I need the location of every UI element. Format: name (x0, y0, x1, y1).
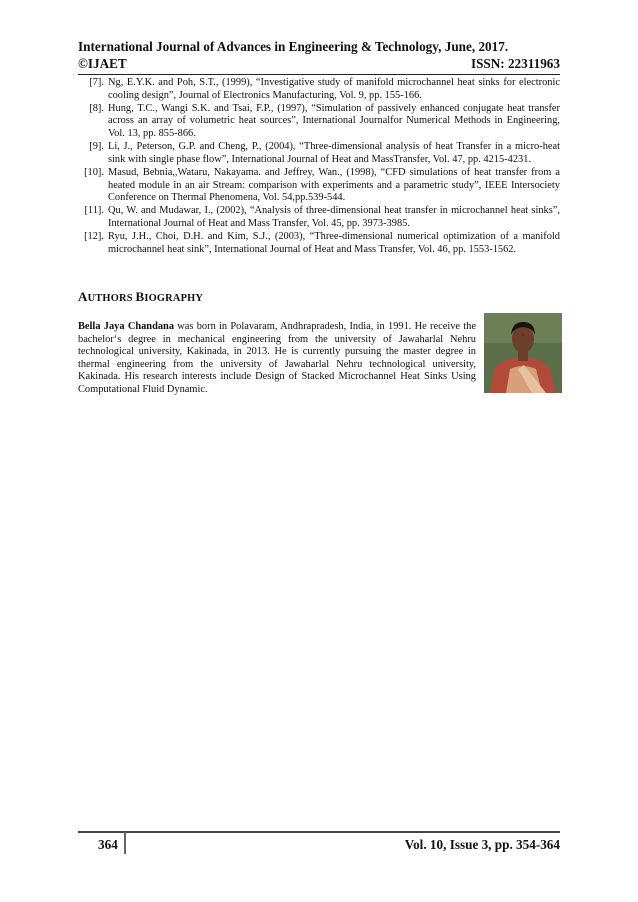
reference-text: Hung, T.C., Wangi S.K. and Tsai, F.P., (1997), “Simulation of passively enhanced conjugate heat transfer across an array of volumetric heat sources”, International Journalfor Numerical Methods in Engineering, Vol. 13, pp. 855-866. (108, 102, 560, 139)
section-heading (78, 289, 203, 305)
heading-cap: B (135, 289, 145, 304)
reference-item (78, 231, 560, 256)
reference-text: Li, J., Peterson, G.P. and Cheng, P., (2004), “Three-dimensional analysis of heat Transfer in a micro-heat sink with single phase flow”, International Journal of Heat and MassTransfer, Vol. 47, pp. 4215-4231. (108, 141, 560, 165)
reference-number: [11]. (84, 205, 104, 217)
reference-item (78, 167, 560, 205)
heading-smallcaps: IOGRAPHY (144, 293, 204, 304)
reference-item (78, 77, 560, 102)
reference-number: [10]. (84, 166, 104, 178)
reference-number: [12]. (84, 231, 104, 243)
volume-info: Vol. 10, Issue 3, pp. 354-364 (404, 837, 560, 852)
reference-item (78, 141, 560, 166)
reference-item (78, 103, 560, 141)
reference-text: Qu, W. and Mudawar, I., (2002), “Analysis of three-dimensional heat transfer in microchannel heat sinks”, International Journal of Heat and Mass Transfer, Vol. 45, pp. 3973-3985. (108, 205, 560, 229)
reference-item (78, 205, 560, 230)
reference-text: Ryu, J.H., Choi, D.H. and Kim, S.J., (2003), “Three-dimensional numerical optimization of a manifold microchannel heat sink”, International Journal of Heat and Mass Transfer, Vol. 46, pp. 1553-1562. (108, 231, 560, 255)
reference-list (78, 77, 560, 257)
author-portrait-image (484, 313, 562, 393)
reference-number: [8]. (89, 102, 104, 114)
header-row (78, 55, 560, 72)
reference-number: [7]. (89, 77, 104, 88)
journal-title: International Journal of Advances in Engineering & Technology, June, 2017. (78, 39, 509, 54)
author-photo (484, 313, 562, 393)
page-header (78, 38, 560, 72)
header-rule (78, 74, 560, 75)
issn-label: ISSN: 22311963 (470, 56, 560, 71)
heading-cap: A (78, 289, 88, 304)
reference-text: Masud, Bebnia,,Wataru, Nakayama. and Jeffrey, Wan., (1998), “CFD simulations of heat transfer from a heated module in an air Stream: comparison with experiments and a parametric study”, IEEE Intersociety Conference on Thermal Phenomena, Vol. 54,pp.539-544. (108, 166, 560, 204)
footer-divider (124, 832, 126, 854)
reference-number: [9]. (89, 141, 104, 153)
bio-text: was born in Polavaram, Andhrapradesh, India, in 1991. He receive the bachelor‘s degree in mechanical engineering from the university of Jawaharlal Nehru technological university, Kakinada, in 2013. He is currently pursuing the master degree in thermal engineering from the university of Jawaharlal Nehru technological university, Kakinada. His research interests include Design of Stacked Microchannel Heat Sinks Using Computational Fluid Dynamic. (78, 321, 476, 395)
author-name: Bella Jaya Chandana (78, 321, 175, 332)
reference-text: Ng, E.Y.K. and Poh, S.T., (1999), “Investigative study of manifold microchannel heat sinks for electronic cooling design”, Journal of Electronics Manufacturing, Vol. 9, pp. 155-166. (108, 77, 560, 101)
publisher-mark: ©IJAET (78, 56, 127, 71)
heading-smallcaps: UTHORS (87, 293, 136, 304)
author-bio (78, 321, 476, 397)
page-number: 364 (98, 837, 118, 852)
footer-rule (78, 831, 560, 833)
